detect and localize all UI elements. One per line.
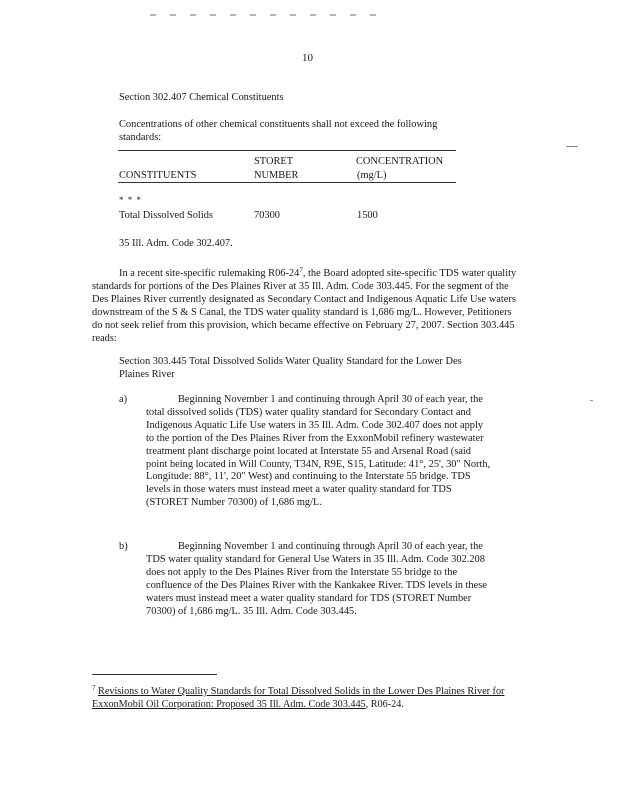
item-a-label: a) xyxy=(119,394,128,405)
body-paragraph-text-start: In a recent site-specific rulemaking R06-24 xyxy=(119,268,300,279)
footnote-title: Revisions to Water Quality Standards for Total Dissolved Solids in the Lower Des Plaines River for ExxonMobil Oil Corporation: Proposed 35 Ill. Adm. Code 303.445 xyxy=(92,686,505,710)
intro-paragraph: Concentrations of other chemical constituents shall not exceed the following standards: xyxy=(119,119,438,143)
table-header-rule xyxy=(118,182,456,183)
scan-artifact-dot xyxy=(590,400,593,401)
header-storet-line1: STORET xyxy=(254,156,294,167)
row-storet: 70300 xyxy=(254,210,280,221)
quoted-section-heading: Section 303.445 Total Dissolved Solids Water Quality Standard for the Lower Des Plaines River xyxy=(119,356,462,380)
header-storet-line2: NUMBER xyxy=(254,170,299,181)
footnote-mark: 7 xyxy=(92,684,96,692)
item-a-text: Beginning November 1 and continuing through April 30 of each year, the total dissolved solids (TDS) water quality standard for Secondary Contact and Indigenous Aquatic Life Use waters in 35 Ill. Adm. Code 302.407 does not apply to the portion of the Des Plaines River from the ExxonMobil refinery wastewater treatment plant discharge point located at Interstate 55 and Arsenal Road (said point being located in Will County, T34N, R9E, S15, Latitude: 41°, 25', 30" North, Longitude: 88°, 11', 20" West) and continuing to the Interstate 55 bridge. TDS levels in those waters must instead meet a water quality standard for TDS (STORET Number 70300) of 1,686 mg/L. xyxy=(146,394,491,509)
row-concentration: 1500 xyxy=(357,210,378,221)
item-b-label: b) xyxy=(119,541,128,552)
scan-artifact-top xyxy=(150,14,380,16)
footnote-reference: 7 xyxy=(299,266,303,274)
page-number: 10 xyxy=(302,52,313,64)
table-top-rule xyxy=(118,150,456,151)
body-paragraph-text-rest: , the Board adopted site-specific TDS water quality standards for portions of the Des Plaines River at 35 Ill. Adm. Code 303.445. For the segment of the Des Plaines River currently designated as Secondary Contact and Indigenous Aquatic Life Use waters downstream of the S & S Canal, the TDS water quality standard is 1,686 mg/L. However, Petitioners do not seek relief from this provision, which became effective on February 27, 2007. Section 303.445 reads: xyxy=(92,268,517,344)
section-heading: Section 302.407 Chemical Constituents xyxy=(119,92,284,103)
item-b-text: Beginning November 1 and continuing through April 30 of each year, the TDS water quality standard for General Use Waters in 35 Ill. Adm. Code 302.208 does not apply to the Des Plaines River from the Interstate 55 bridge to the confluence of the Des Plaines River with the Kankakee River. TDS levels in these waters must instead meet a water quality standard for TDS (STORET Number 70300) of 1,686 mg/L. 35 Ill. Adm. Code 303.445. xyxy=(146,541,487,617)
header-concentration-line1: CONCENTRATION xyxy=(356,156,444,167)
footnote xyxy=(92,682,512,711)
row-constituent: Total Dissolved Solids xyxy=(119,210,213,221)
header-concentration-line2: (mg/L) xyxy=(357,170,387,181)
body-paragraph xyxy=(92,264,524,345)
footnote-rest: , R06-24. xyxy=(365,699,404,710)
header-constituents: CONSTITUENTS xyxy=(119,170,197,181)
footnote-separator xyxy=(92,674,217,675)
scan-artifact-mark xyxy=(566,146,578,147)
citation: 35 Ill. Adm. Code 302.407. xyxy=(119,238,233,249)
table-ellipsis: * * * xyxy=(119,195,142,205)
